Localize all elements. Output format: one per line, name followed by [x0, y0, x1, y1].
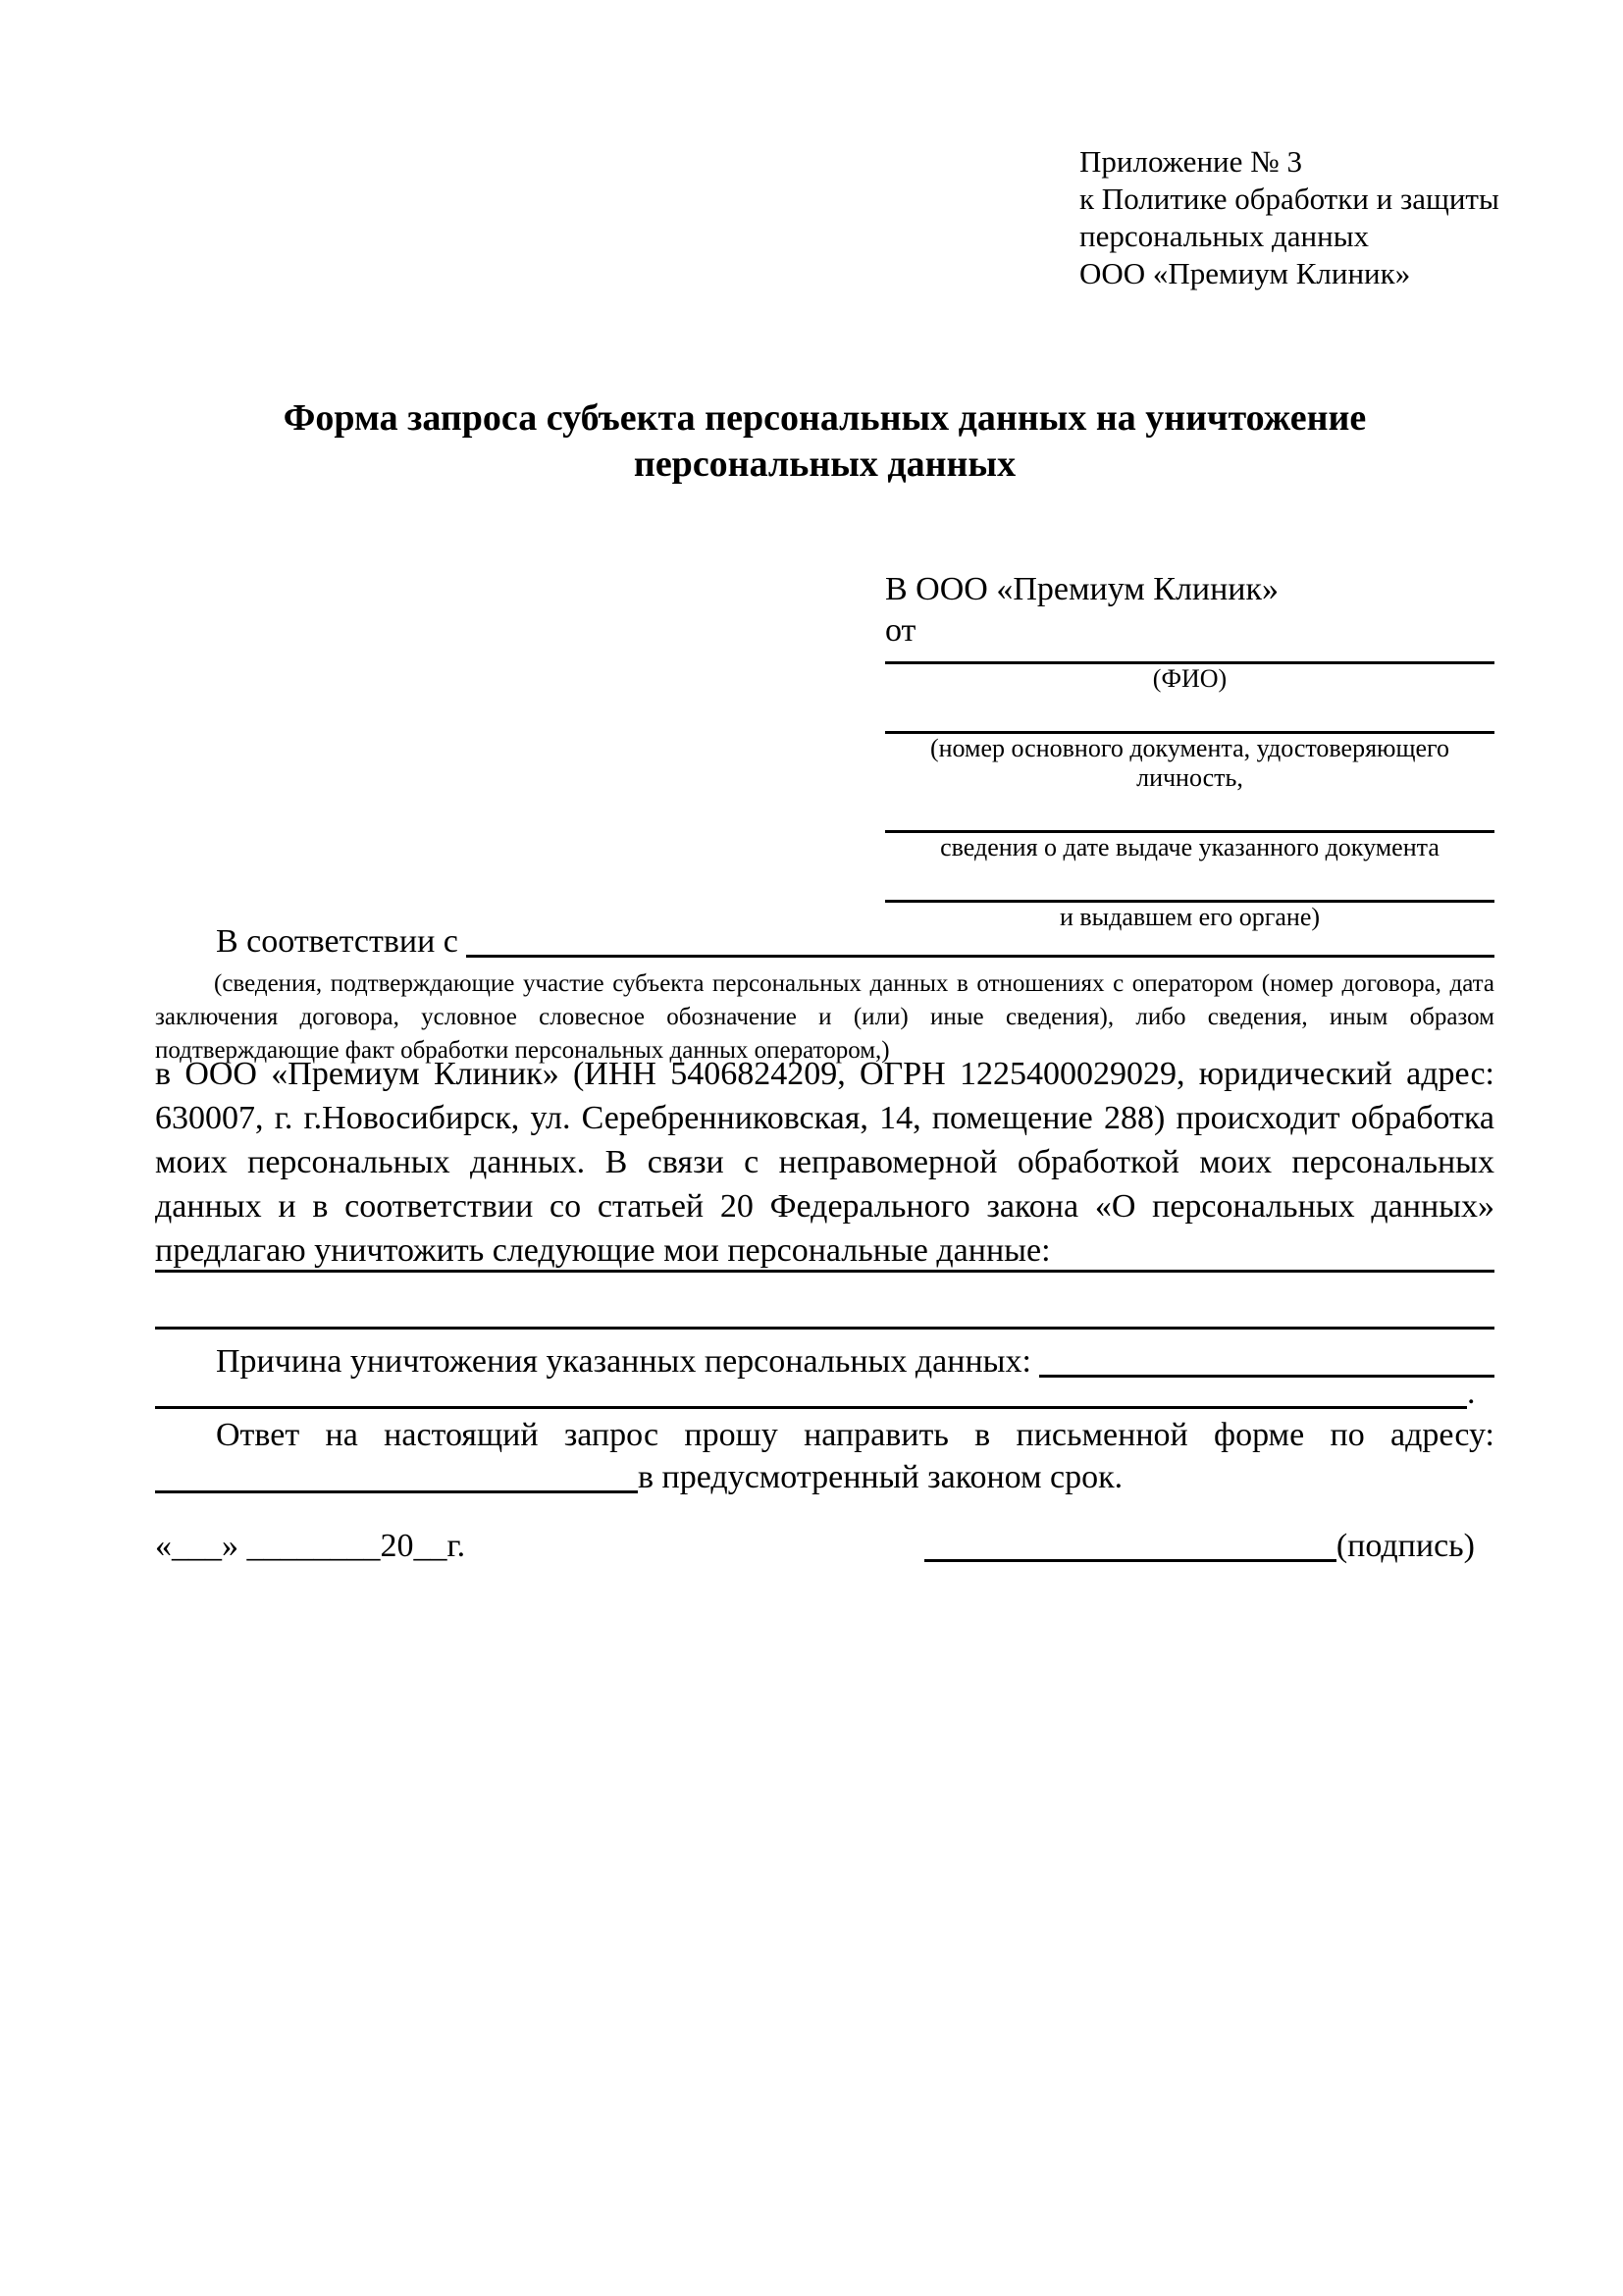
response-sentence: Ответ на настоящий запрос прошу направить в письменной форме по адресу:	[216, 1417, 1494, 1453]
addressee-to: В ООО «Премиум Клиник»	[885, 571, 1280, 607]
issue-date-caption: сведения о дате выдаче указанного документа	[940, 833, 1440, 861]
appendix-header-line: к Политике обработки и защиты	[1079, 182, 1499, 216]
document-title-line: Форма запроса субъекта персональных данных на уничтожение	[283, 397, 1367, 439]
reason-label: Причина уничтожения указанных персональных данных:	[216, 1343, 1040, 1380]
data-blank-line-2	[155, 1327, 1494, 1330]
address-blank-line	[155, 1456, 638, 1493]
reason-period: .	[1467, 1375, 1476, 1411]
response-tail: в предусмотренный законом срок.	[638, 1459, 1124, 1495]
accordance-blank-line	[466, 920, 1494, 958]
date-field: «___» ________20__г.	[155, 1528, 466, 1564]
main-paragraph: в ООО «Премиум Клиник» (ИНН 5406824209, ОГРН 1225400029029, юридический адрес: 630007, г. г.Новосибирск, ул. Серебренниковская, 14, помещение 288) происходит обработка моих персональных данных. В связи с неправомерной обработкой моих персональных данных и в соответствии со статьей 20 Федерального закона «О персональных данных» предлагаю уничтожить следующие мои персональные данные:	[155, 1056, 1494, 1269]
appendix-header	[1079, 143, 1499, 292]
accordance-prefix: В соответствии с	[216, 923, 467, 960]
appendix-header-line: персональных данных	[1079, 219, 1370, 253]
signature-caption: (подпись)	[1335, 1528, 1475, 1564]
accordance-caption: (сведения, подтверждающие участие субъекта персональных данных в отношениях с оператором (номер договора, дата заключения договора, условное словесное обозначение и (или) иные сведения), либо сведения, иным образом подтверждающие факт обработки персональных данных оператором,)	[155, 970, 1494, 1064]
addressee-block	[885, 569, 1494, 969]
accordance-row	[155, 920, 1494, 964]
fio-caption: (ФИО)	[1152, 664, 1228, 693]
address-row	[155, 1456, 1494, 1499]
signature-line	[924, 1559, 1336, 1562]
appendix-header-line: Приложение № 3	[1079, 144, 1302, 179]
document-title	[155, 395, 1494, 488]
footer-row	[155, 1523, 1494, 1570]
addressee-from: от	[885, 612, 916, 649]
document-number-caption: (номер основного документа, удостоверяющего личность,	[929, 734, 1450, 792]
signature-group	[924, 1523, 1475, 1570]
appendix-header-line: ООО «Премиум Клиник»	[1079, 256, 1411, 290]
document-title-line: персональных данных	[633, 444, 1017, 485]
issuing-authority-caption: и выдавшем его органе)	[1059, 903, 1321, 931]
data-blank-line-1	[155, 1270, 1494, 1273]
reason-continuation-row	[155, 1372, 1494, 1415]
reason-continuation-line	[155, 1406, 1467, 1409]
